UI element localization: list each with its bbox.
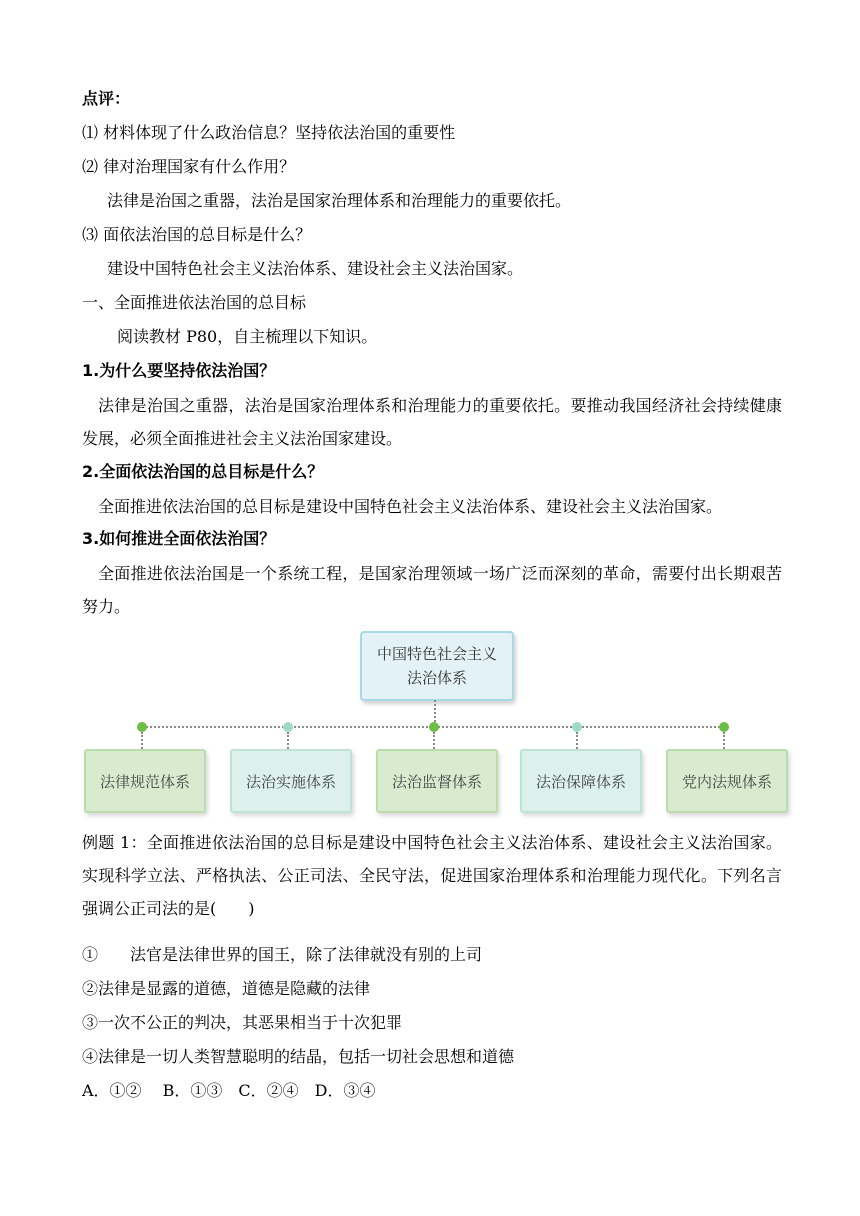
example-option-1: ① 法官是法律世界的国王，除了法律就没有别的上司 — [82, 945, 483, 964]
diagram-box-guarantee: 法治保障体系 — [520, 749, 642, 813]
diagram-node-dot — [137, 722, 147, 732]
review-question-2: ⑵ 律对治理国家有什么作用？ — [82, 157, 296, 176]
example-answer-choices: A．①② B．①③ C．②④ D．③④ — [82, 1081, 376, 1100]
diagram-root-line2: 法治体系 — [406, 669, 467, 687]
example-option-4: ④法律是一切人类智慧聪明的结晶，包括一切社会思想和道德 — [82, 1047, 515, 1066]
diagram-root-line1: 中国特色社会主义 — [376, 645, 497, 663]
diagram-box-party-regulations: 党内法规体系 — [666, 749, 788, 813]
diagram-branch-connector — [141, 732, 143, 749]
diagram-node-dot — [429, 722, 439, 732]
diagram-node-dot — [719, 722, 729, 732]
question-3-title: 3.如何推进全面依法治国？ — [82, 529, 276, 548]
example-option-3: ③一次不公正的判决，其恶果相当于十次犯罪 — [82, 1013, 403, 1032]
review-question-1: ⑴ 材料体现了什么政治信息？坚持依法治国的重要性 — [82, 123, 456, 142]
question-3-text: 全面推进依法治国是一个系统工程，是国家治理领域一场广泛而深刻的革命，需要付出长期艰苦努力。 — [82, 564, 782, 616]
section-title: 一、全面推进依法治国的总目标 — [82, 293, 307, 312]
review-question-3: ⑶ 面依法治国的总目标是什么？ — [82, 225, 312, 244]
diagram-root-box — [360, 631, 514, 701]
diagram-branch-connector — [433, 732, 435, 749]
diagram-node-dot — [283, 722, 293, 732]
example-question-stem: 例题 1：全面推进依法治国的总目标是建设中国特色社会主义法治体系、建设社会主义法治国家。实现科学立法、严格执法、公正司法、全民守法，促进国家治理体系和治理能力现代化。下列名言强调公正司法的是( ) — [82, 833, 782, 918]
review-answer-2: 法律是治国之重器，法治是国家治理体系和治理能力的重要依托。 — [107, 191, 572, 210]
example-option-2: ②法律是显露的道德，道德是隐藏的法律 — [82, 979, 371, 998]
diagram-node-dot — [572, 722, 582, 732]
rule-of-law-system-diagram — [82, 628, 786, 818]
diagram-box-supervision: 法治监督体系 — [376, 749, 498, 813]
diagram-box-implementation: 法治实施体系 — [230, 749, 352, 813]
review-heading: 点评： — [82, 89, 131, 108]
question-1-text: 法律是治国之重器，法治是国家治理体系和治理能力的重要依托。要推动我国经济社会持续健康发展，必须全面推进社会主义法治国家建设。 — [82, 396, 782, 448]
diagram-branch-connector — [723, 732, 725, 749]
question-2-text: 全面推进依法治国的总目标是建设中国特色社会主义法治体系、建设社会主义法治国家。 — [98, 497, 723, 516]
question-1-title: 1.为什么要坚持依法治国？ — [82, 361, 276, 380]
question-2-title: 2.全面依法治国的总目标是什么？ — [82, 462, 324, 481]
diagram-branch-connector — [576, 732, 578, 749]
diagram-branch-connector — [287, 732, 289, 749]
diagram-box-legal-norms: 法律规范体系 — [84, 749, 206, 813]
section-instruction: 阅读教材 P80，自主梳理以下知识。 — [117, 327, 378, 346]
review-answer-3: 建设中国特色社会主义法治体系、建设社会主义法治国家。 — [107, 259, 524, 278]
